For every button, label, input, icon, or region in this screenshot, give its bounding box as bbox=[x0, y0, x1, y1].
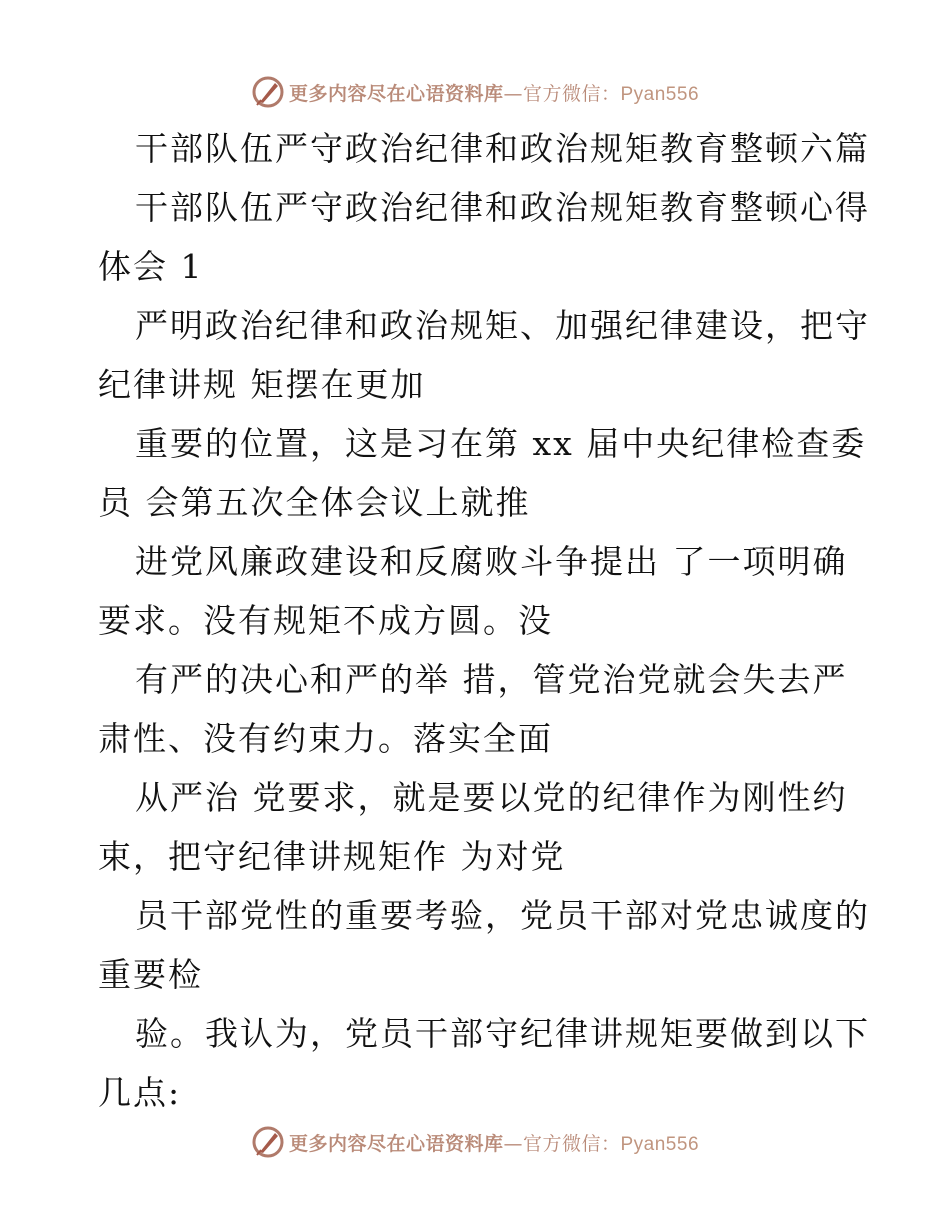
paragraph-line: 几点: bbox=[98, 1073, 182, 1112]
paragraph-line: 验。我认为，党员干部守纪律讲规矩要做到以下 bbox=[135, 1014, 870, 1053]
document-title: 干部队伍严守政治纪律和政治规矩教育整顿六篇 bbox=[135, 129, 870, 168]
watermark-wechat-id: Pyan556 bbox=[620, 83, 700, 105]
paragraph-line: 有严的决心和严的举 措，管党治党就会失去严 bbox=[135, 660, 848, 699]
watermark-dash: — bbox=[503, 82, 523, 105]
paragraph-line: 员干部党性的重要考验，党员干部对党忠诚度的 bbox=[135, 896, 870, 935]
paragraph-line: 束，把守纪律讲规矩作 为对党 bbox=[98, 837, 566, 876]
section-heading-line: 干部队伍严守政治纪律和政治规矩教育整顿心得 bbox=[135, 188, 870, 227]
watermark-wechat-id: Pyan556 bbox=[620, 1133, 700, 1155]
watermark-wechat-label: 官方微信： bbox=[522, 82, 621, 105]
paragraph-line: 进党风廉政建设和反腐败斗争提出 了一项明确 bbox=[135, 542, 848, 581]
paragraph-line: 重要检 bbox=[98, 955, 203, 994]
paragraph-line: 从严治 党要求，就是要以党的纪律作为刚性约 bbox=[135, 778, 848, 817]
watermark-text bbox=[289, 79, 699, 106]
section-heading-line: 体会 1 bbox=[98, 247, 204, 286]
footer-watermark bbox=[0, 1120, 950, 1164]
watermark-dash: — bbox=[503, 1132, 523, 1155]
paragraph-line: 要求。没有规矩不成方圆。没 bbox=[98, 601, 553, 640]
quill-pen-circle-logo-icon bbox=[251, 1125, 285, 1159]
watermark-brand: 更多内容尽在心语资料库 bbox=[288, 1132, 504, 1155]
document-body bbox=[98, 119, 870, 1122]
watermark-text bbox=[289, 1129, 699, 1156]
paragraph-line: 员 会第五次全体会议上就推 bbox=[98, 483, 531, 522]
paragraph-line: 严明政治纪律和政治规矩、加强纪律建设，把守 bbox=[135, 306, 870, 345]
watermark-brand: 更多内容尽在心语资料库 bbox=[288, 82, 504, 105]
paragraph-line: 重要的位置，这是习在第 xx 届中央纪律检查委 bbox=[135, 424, 867, 463]
header-watermark bbox=[0, 70, 950, 114]
paragraph-line: 纪律讲规 矩摆在更加 bbox=[98, 365, 426, 404]
paragraph-line: 肃性、没有约束力。落实全面 bbox=[98, 719, 553, 758]
watermark-wechat-label: 官方微信： bbox=[522, 1132, 621, 1155]
quill-pen-circle-logo-icon bbox=[251, 75, 285, 109]
